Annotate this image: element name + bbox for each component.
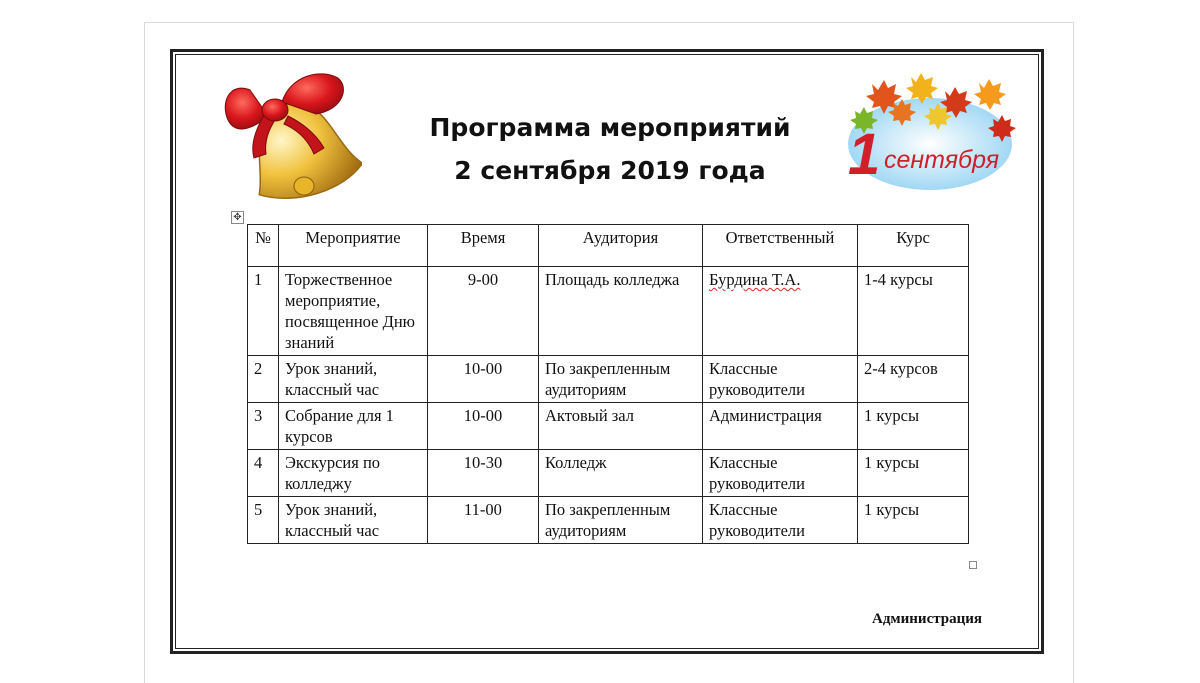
cell-course: 1 курсы bbox=[858, 450, 969, 497]
cell-room: По закрепленным аудиториям bbox=[539, 497, 703, 544]
cell-responsible: Администрация bbox=[703, 403, 858, 450]
school-bell-icon bbox=[220, 62, 362, 212]
cell-number: 3 bbox=[248, 403, 279, 450]
cell-event: Урок знаний, классный час bbox=[279, 356, 428, 403]
cell-time: 9-00 bbox=[428, 267, 539, 356]
cell-time: 10-00 bbox=[428, 356, 539, 403]
table-resize-handle-icon[interactable] bbox=[969, 561, 977, 569]
cell-course: 1 курсы bbox=[858, 497, 969, 544]
page-subtitle-date: 2 сентября 2019 года bbox=[454, 156, 766, 185]
cell-number: 2 bbox=[248, 356, 279, 403]
signature-administration: Администрация bbox=[872, 611, 983, 627]
header-number: № bbox=[248, 225, 279, 267]
cell-number: 5 bbox=[248, 497, 279, 544]
table-row bbox=[248, 267, 969, 356]
program-table bbox=[247, 224, 969, 544]
header-course: Курс bbox=[858, 225, 969, 267]
cell-number: 1 bbox=[248, 267, 279, 356]
cell-event: Торжественное мероприятие, посвященное Дню знаний bbox=[279, 267, 428, 356]
table-row bbox=[248, 356, 969, 403]
header-responsible: Ответственный bbox=[703, 225, 858, 267]
header-room: Аудитория bbox=[539, 225, 703, 267]
cell-room: Площадь колледжа bbox=[539, 267, 703, 356]
cell-responsible: Классные руководители bbox=[703, 497, 858, 544]
logo-word: сентября bbox=[884, 146, 1000, 174]
september-1-logo bbox=[838, 66, 1022, 196]
cell-event: Экскурсия по колледжу bbox=[279, 450, 428, 497]
page-title: Программа мероприятий bbox=[429, 113, 791, 142]
cell-number: 4 bbox=[248, 450, 279, 497]
cell-time: 10-00 bbox=[428, 403, 539, 450]
logo-number: 1 bbox=[848, 122, 881, 187]
header-time: Время bbox=[428, 225, 539, 267]
table-row bbox=[248, 497, 969, 544]
cell-responsible: Классные руководители bbox=[703, 450, 858, 497]
cell-time: 11-00 bbox=[428, 497, 539, 544]
cell-room: Актовый зал bbox=[539, 403, 703, 450]
table-row bbox=[248, 403, 969, 450]
header-event: Мероприятие bbox=[279, 225, 428, 267]
table-row bbox=[248, 450, 969, 497]
cell-room: По закрепленным аудиториям bbox=[539, 356, 703, 403]
table-header-row bbox=[248, 225, 969, 267]
cell-course: 2-4 курсов bbox=[858, 356, 969, 403]
cell-course: 1-4 курсы bbox=[858, 267, 969, 356]
cell-time: 10-30 bbox=[428, 450, 539, 497]
cell-responsible bbox=[703, 267, 858, 356]
cell-responsible: Классные руководители bbox=[703, 356, 858, 403]
cell-room: Колледж bbox=[539, 450, 703, 497]
cell-event: Собрание для 1 курсов bbox=[279, 403, 428, 450]
cell-event: Урок знаний, классный час bbox=[279, 497, 428, 544]
spellcheck-flagged-name: Бурдина Т.А. bbox=[709, 270, 801, 289]
table-move-handle-icon[interactable]: ✥ bbox=[231, 211, 244, 224]
cell-course: 1 курсы bbox=[858, 403, 969, 450]
